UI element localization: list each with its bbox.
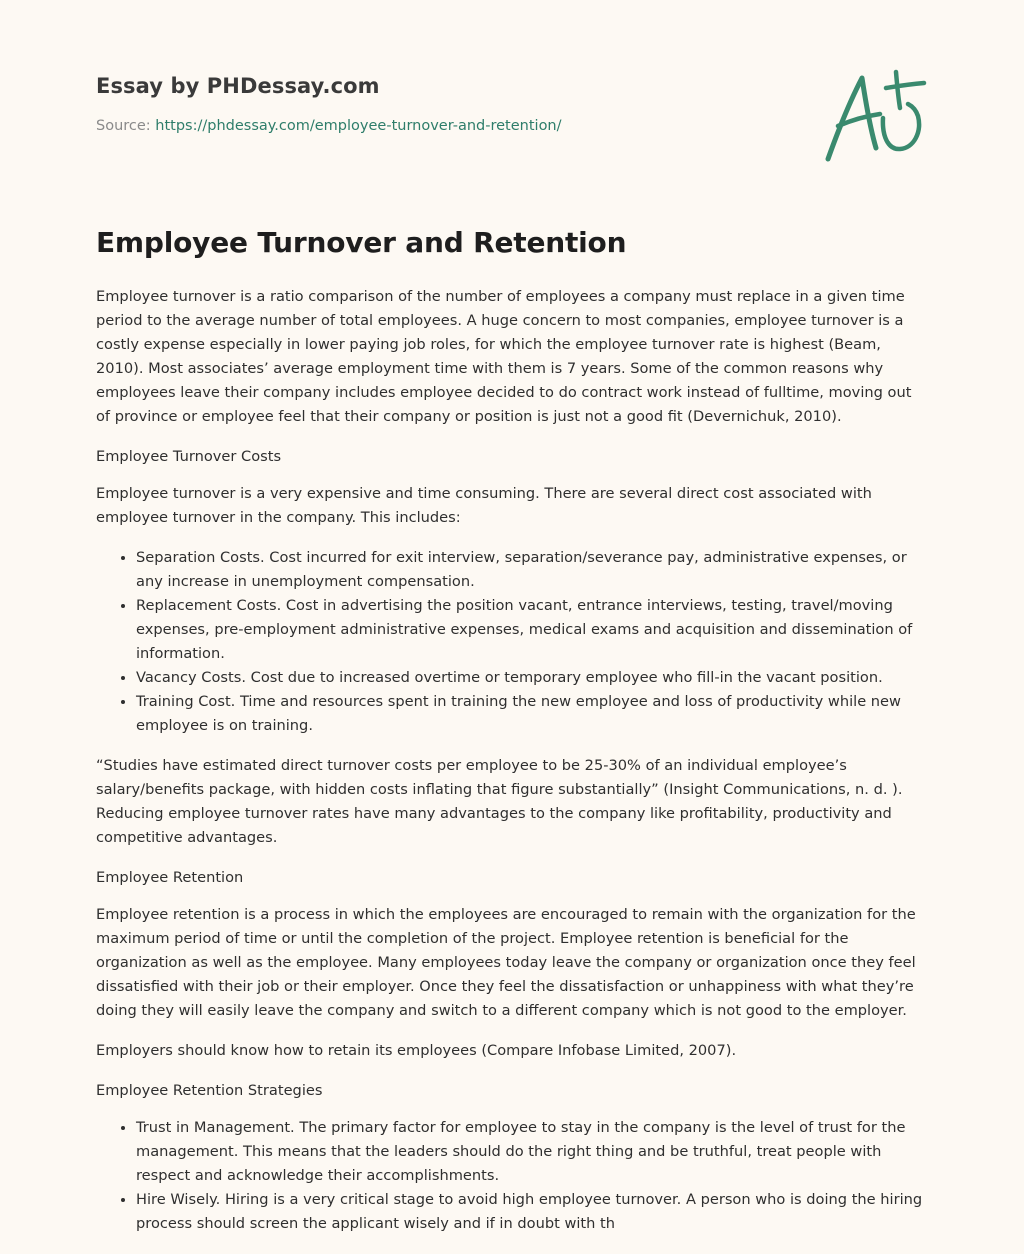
costs-list xyxy=(96,546,930,738)
section-heading-retention: Employee Retention xyxy=(96,869,244,886)
list-item: • Hire Wisely. Hiring is a very critical stage to avoid high employee turnover. A person who is doing the hiring process should screen the applicant wisely and if in doubt with th xyxy=(136,1188,930,1236)
source-line xyxy=(96,118,796,134)
list-item: • Trust in Management. The primary factor for employee to stay in the company is the level of trust for the management. This means that the leaders should do the right thing and be truthful, treat people with respect and acknowledge their accomplishments. xyxy=(136,1116,930,1188)
essay-body xyxy=(96,226,930,1252)
a-plus-logo-icon xyxy=(820,66,930,166)
section-heading-costs: Employee Turnover Costs xyxy=(96,448,282,465)
quote-paragraph: “Studies have estimated direct turnover costs per employee to be 25-30% of an individual employee’s salary/benefits package, with hidden costs inflating that figure substantially” (Insight Communications, n. d. ). Reducing employee turnover rates have many advantages to the company like profitability, productivity and competitive advantages. xyxy=(96,757,903,846)
source-link[interactable]: https://phdessay.com/employee-turnover-and-retention/ xyxy=(155,118,562,134)
essay-title: Employee Turnover and Retention xyxy=(96,226,627,259)
list-item: • Training Cost. Time and resources spent in training the new employee and loss of productivity while new employee is on training. xyxy=(136,690,930,738)
list-item: • Separation Costs. Cost incurred for exit interview, separation/severance pay, administrative expenses, or any increase in unemployment compensation. xyxy=(136,546,930,594)
retention-closing-paragraph: Employers should know how to retain its employees (Compare Infobase Limited, 2007). xyxy=(96,1042,737,1059)
list-item: • Vacancy Costs. Cost due to increased overtime or temporary employee who fill-in the vacant position. xyxy=(136,666,930,690)
strategies-list xyxy=(96,1116,930,1236)
source-label: Source: xyxy=(96,118,156,134)
brand-name: Essay by PHDessay.com xyxy=(96,74,380,98)
section-heading-strategies: Employee Retention Strategies xyxy=(96,1082,323,1099)
page-header xyxy=(96,74,796,134)
retention-paragraph: Employee retention is a process in which the employees are encouraged to remain with the organization for the maximum period of time or until the completion of the project. Employee retention is beneficial for the organization as well as the employee. Many employees today leave the company or organization once they feel dissatisfied with their job or their employer. Once they feel the dissatisfaction or unhappiness with what they’re doing they will easily leave the company and switch to a different company which is not good to the employer. xyxy=(96,906,916,1019)
costs-intro-paragraph: Employee turnover is a very expensive and time consuming. There are several direct cost associated with employee turnover in the company. This includes: xyxy=(96,485,872,526)
intro-paragraph: Employee turnover is a ratio comparison of the number of employees a company must replace in a given time period to the average number of total employees. A huge concern to most companies, employee turnover is a costly expense especially in lower paying job roles, for which the employee turnover rate is highest (Beam, 2010). Most associates’ average employment time with them is 7 years. Some of the common reasons why employees leave their company includes employee decided to do contract work instead of fulltime, moving out of province or employee feel that their company or position is just not a good fit (Devernichuk, 2010). xyxy=(96,288,912,425)
list-item: • Replacement Costs. Cost in advertising the position vacant, entrance interviews, testing, travel/moving expenses, pre-employment administrative expenses, medical exams and acquisition and dissemination of information. xyxy=(136,594,930,666)
